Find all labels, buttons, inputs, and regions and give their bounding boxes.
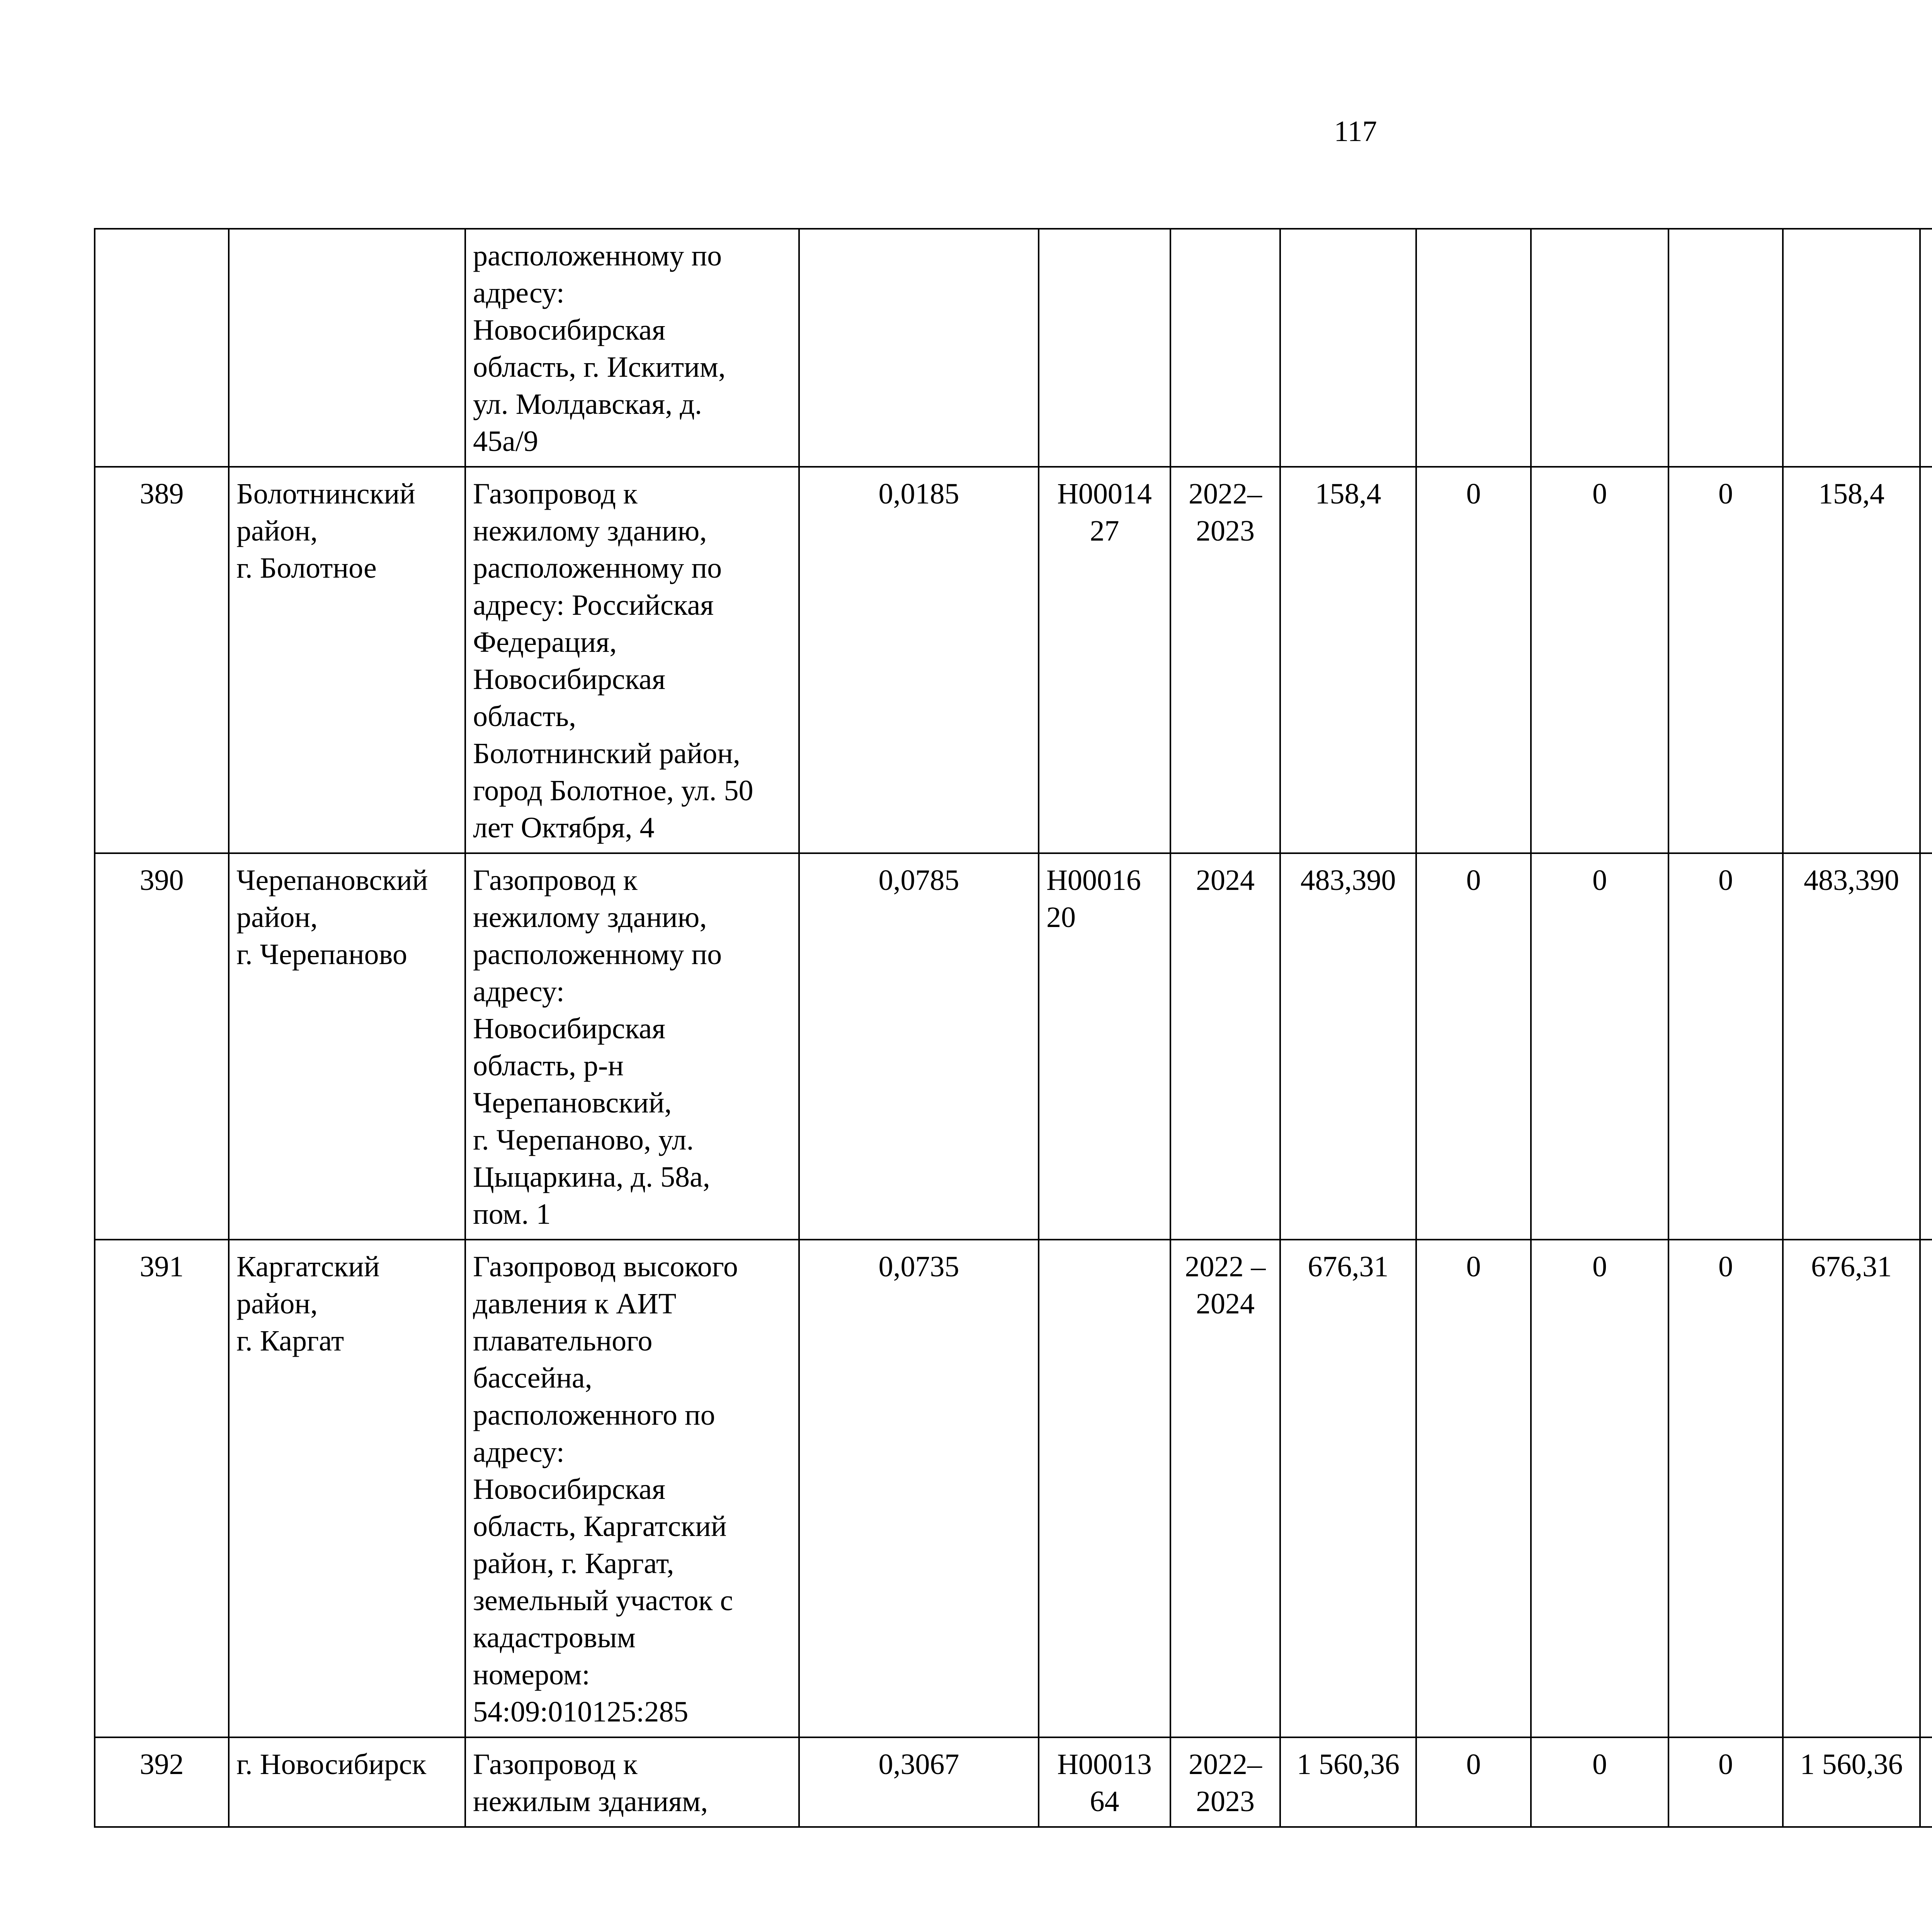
page-number: 117 <box>1334 115 1377 148</box>
cell-col9: 0 <box>1531 1737 1668 1827</box>
cell-col8 <box>1416 229 1531 467</box>
cell-object: Газопровод высокого давления к АИТ плавательного бассейна, расположенного по адресу: Новосибирская область, Каргатский район, г. Каргат, земельный участок с кадастровым номером: 54:09:010125:285 <box>465 1240 799 1737</box>
cell-district: Болотнинский район, г. Болотное <box>229 467 465 853</box>
cell-owner <box>1920 853 1932 1240</box>
cell-total: 1 560,36 <box>1280 1737 1416 1827</box>
cell-object: Газопровод к нежилому зданию, расположенному по адресу: Новосибирская область, р-н Черепановский, г. Черепаново, ул. Цыцаркина, д. 58а, пом. 1 <box>465 853 799 1240</box>
cell-length: 0,0185 <box>799 467 1039 853</box>
cell-col10: 0 <box>1668 1240 1783 1737</box>
cell-col10: 0 <box>1668 853 1783 1240</box>
cell-length: 0,3067 <box>799 1737 1039 1827</box>
cell-district: Каргатский район, г. Каргат <box>229 1240 465 1737</box>
cell-number: 391 <box>95 1240 229 1737</box>
cell-col11: 483,390 <box>1783 853 1920 1240</box>
cell-code: Н00014 27 <box>1039 467 1170 853</box>
cell-code <box>1039 1240 1170 1737</box>
cell-col9: 0 <box>1531 853 1668 1240</box>
cell-col9: 0 <box>1531 1240 1668 1737</box>
cell-district <box>229 229 465 467</box>
cell-period: 2022– 2023 <box>1170 467 1280 853</box>
cell-code: Н00016 20 <box>1039 853 1170 1240</box>
cell-period <box>1170 229 1280 467</box>
cell-col9 <box>1531 229 1668 467</box>
cell-code: Н00013 64 <box>1039 1737 1170 1827</box>
cell-code <box>1039 229 1170 467</box>
cell-col10: 0 <box>1668 1737 1783 1827</box>
cell-total: 676,31 <box>1280 1240 1416 1737</box>
cell-col11: 676,31 <box>1783 1240 1920 1737</box>
cell-col11 <box>1783 229 1920 467</box>
cell-length <box>799 229 1039 467</box>
cell-owner <box>1920 229 1932 467</box>
cell-total: 158,4 <box>1280 467 1416 853</box>
cell-col11: 1 560,36 <box>1783 1737 1920 1827</box>
table-row <box>95 853 1932 1240</box>
cell-number: 389 <box>95 467 229 853</box>
cell-total <box>1280 229 1416 467</box>
cell-col10: 0 <box>1668 467 1783 853</box>
cell-object: Газопровод к нежилому зданию, расположенному по адресу: Российская Федерация, Новосибирская область, Болотнинский район, город Болотное, ул. 50 лет Октября, 4 <box>465 467 799 853</box>
table-row <box>95 229 1932 467</box>
cell-district: Черепановский район, г. Черепаново <box>229 853 465 1240</box>
cell-district: г. Новосибирск <box>229 1737 465 1827</box>
cell-number: 392 <box>95 1737 229 1827</box>
cell-col10 <box>1668 229 1783 467</box>
cell-length: 0,0785 <box>799 853 1039 1240</box>
table-row <box>95 1240 1932 1737</box>
cell-col8: 0 <box>1416 467 1531 853</box>
cell-col9: 0 <box>1531 467 1668 853</box>
cell-object: расположенному по адресу: Новосибирская область, г. Искитим, ул. Молдавская, д. 45а/9 <box>465 229 799 467</box>
table-row <box>95 1737 1932 1827</box>
cell-col8: 0 <box>1416 1737 1531 1827</box>
cell-length: 0,0735 <box>799 1240 1039 1737</box>
cell-owner <box>1920 1240 1932 1737</box>
cell-col11: 158,4 <box>1783 467 1920 853</box>
cell-owner <box>1920 467 1932 853</box>
cell-object: Газопровод к нежилым зданиям, <box>465 1737 799 1827</box>
table-row <box>95 467 1932 853</box>
cell-period: 2024 <box>1170 853 1280 1240</box>
cell-total: 483,390 <box>1280 853 1416 1240</box>
cell-number: 390 <box>95 853 229 1240</box>
cell-col8: 0 <box>1416 853 1531 1240</box>
cell-col8: 0 <box>1416 1240 1531 1737</box>
registry-table <box>94 228 1932 1828</box>
cell-period: 2022– 2023 <box>1170 1737 1280 1827</box>
cell-owner <box>1920 1737 1932 1827</box>
cell-period: 2022 – 2024 <box>1170 1240 1280 1737</box>
cell-number <box>95 229 229 467</box>
